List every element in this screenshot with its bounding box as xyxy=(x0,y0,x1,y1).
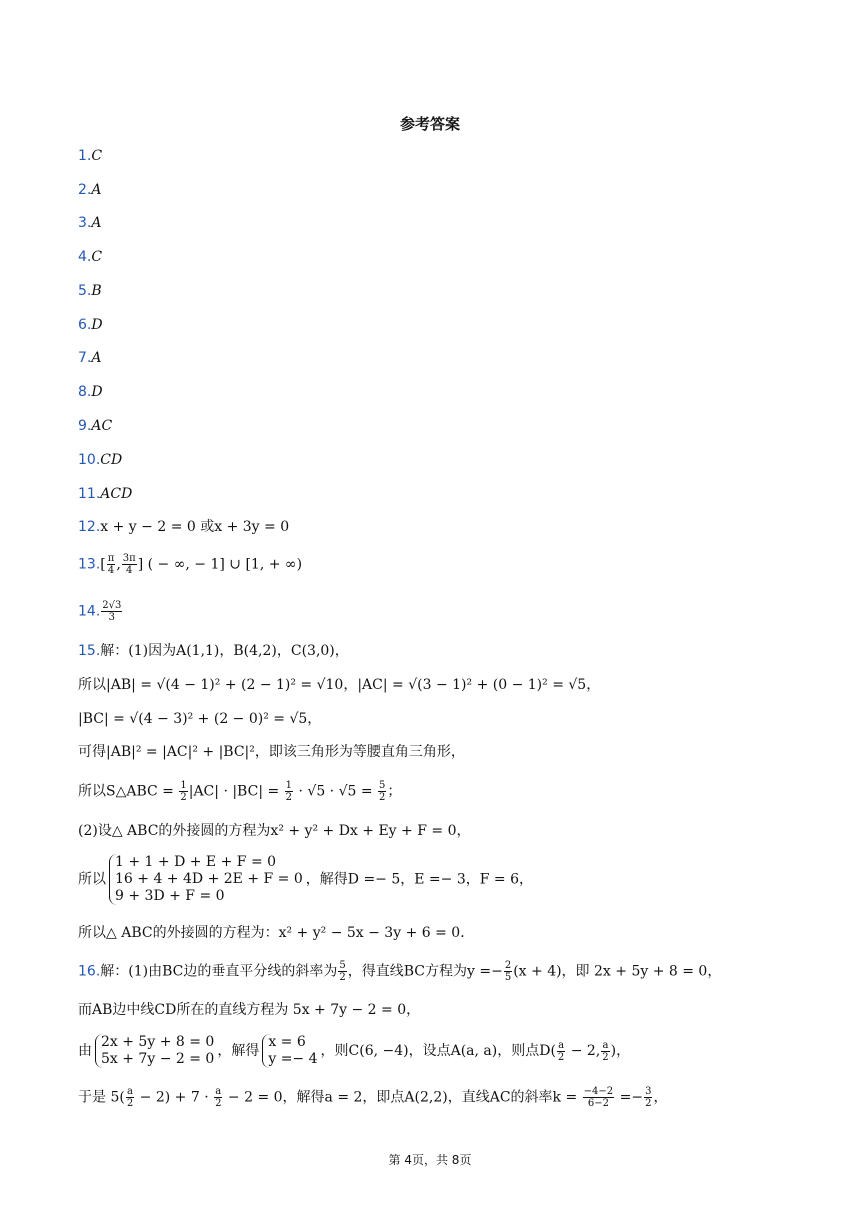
numerator: 5 xyxy=(339,960,346,971)
solution-text: ，解得 xyxy=(217,1043,260,1059)
question-number: 15. xyxy=(78,643,101,659)
question-number: 9. xyxy=(78,418,92,434)
fraction xyxy=(107,553,116,576)
solution-text: ，得直线BC方程为y =− xyxy=(347,963,503,980)
solution-text: )， xyxy=(610,1043,631,1059)
solution-text: 由 xyxy=(78,1043,92,1059)
numerator: 3 xyxy=(645,1086,652,1097)
answer-text: x + y − 2 = 0 或x + 3y = 0 xyxy=(100,519,290,535)
denominator: 2 xyxy=(180,792,187,803)
question-number: 1. xyxy=(78,148,92,164)
denominator: 3 xyxy=(108,612,115,623)
equation: 5x + 7y − 2 = 0 xyxy=(101,1051,215,1067)
q15-line-2: 所以|AB| = √(4 − 1)² + (2 − 1)² = √10，|AC| = √(3 − 1)² + (0 − 1)² = √5， xyxy=(78,677,601,693)
equation: 2x + 5y + 8 = 0 xyxy=(101,1034,215,1050)
numerator: 1 xyxy=(285,780,293,791)
fraction xyxy=(644,1086,652,1109)
q15-line-4: 可得|AB|² = |AC|² + |BC|²，即该三角形为等腰直角三角形， xyxy=(78,744,465,760)
answer-1 xyxy=(78,146,102,166)
solution-text: − 2 = 0，解得a = 2，即点A(2,2)，直线AC的斜率k = xyxy=(223,1089,582,1106)
answer-14 xyxy=(78,600,123,623)
answer-7 xyxy=(78,348,101,368)
fraction xyxy=(126,1086,134,1109)
solution-text: ， xyxy=(653,1089,668,1106)
q16-line-4 xyxy=(78,1086,667,1109)
q16-line-1 xyxy=(78,960,721,983)
denominator: 4 xyxy=(107,565,115,576)
fraction xyxy=(338,960,346,983)
denominator: 4 xyxy=(126,565,133,576)
equation: 16 + 4 + 4D + 2E + F = 0 xyxy=(115,871,303,887)
fraction xyxy=(557,1040,565,1063)
answer-value: D xyxy=(91,317,103,333)
solution-text: 解：(1)由BC边的垂直平分线的斜率为 xyxy=(100,963,338,980)
q15-line-8: 所以△ ABC的外接圆的方程为：x² + y² − 5x − 3y + 6 = 0． xyxy=(78,925,475,941)
q15-line-6: (2)设△ ABC的外接圆的方程为x² + y² + Dx + Ey + F = 0， xyxy=(78,823,471,839)
equation: x = 6 xyxy=(268,1034,306,1050)
numerator: π xyxy=(107,553,115,564)
denominator: 2 xyxy=(379,792,386,803)
q16-line-3 xyxy=(78,1034,630,1068)
answer-3 xyxy=(78,213,101,233)
answer-9 xyxy=(78,416,112,436)
equation-system xyxy=(262,1034,317,1068)
solution-text: · √5 · √5 = xyxy=(294,783,378,800)
fraction xyxy=(583,1086,614,1109)
solution-text: 于是 5( xyxy=(78,1089,125,1106)
question-number: 14. xyxy=(78,603,101,620)
answer-value: ACD xyxy=(100,486,133,502)
numerator: −4−2 xyxy=(583,1086,614,1097)
fraction xyxy=(285,780,293,803)
q16-line-2: 而AB边中线CD所在的直线方程为 5x + 7y − 2 = 0， xyxy=(78,1002,421,1018)
solution-text: ； xyxy=(387,783,402,800)
fraction xyxy=(601,1040,609,1063)
numerator: a xyxy=(558,1039,565,1051)
q15-line-7 xyxy=(78,854,533,905)
denominator: 2 xyxy=(215,1098,222,1109)
answer-text: ] ( − ∞, − 1] ∪ [1, + ∞) xyxy=(137,556,303,573)
question-number: 13. xyxy=(78,556,101,573)
answer-value: C xyxy=(91,249,103,265)
solution-text: 所以S△ABC = xyxy=(78,783,179,800)
answer-8 xyxy=(78,382,103,402)
numerator: 2 xyxy=(504,960,512,971)
solution-text: ，则C(6, −4)，设点A(a, a)，则点D( xyxy=(320,1043,556,1059)
q15-line-1 xyxy=(78,641,349,661)
page-title: 参考答案 xyxy=(399,115,460,133)
answer-11 xyxy=(78,484,132,504)
question-number: 4. xyxy=(78,249,92,265)
answer-13 xyxy=(78,553,302,576)
denominator: 2 xyxy=(645,1098,652,1109)
fraction xyxy=(122,553,137,576)
equation: 9 + 3D + F = 0 xyxy=(115,888,225,904)
denominator: 6−2 xyxy=(587,1098,609,1109)
denominator: 2 xyxy=(126,1098,134,1109)
answer-value: A xyxy=(91,350,102,366)
numerator: a xyxy=(215,1086,222,1097)
page-footer: 第 4页，共 8页 xyxy=(388,1153,472,1167)
equation-system xyxy=(109,854,303,905)
answer-10 xyxy=(78,450,122,470)
numerator: 5 xyxy=(379,780,386,791)
solution-text: (x + 4)，即 2x + 5y + 8 = 0， xyxy=(513,963,722,980)
question-number: 6. xyxy=(78,317,92,333)
denominator: 2 xyxy=(339,972,346,983)
bracket: [ xyxy=(100,556,106,573)
fraction xyxy=(214,1086,222,1109)
numerator: a xyxy=(602,1039,609,1051)
answer-5 xyxy=(78,281,102,301)
equation-system xyxy=(95,1034,214,1068)
question-number: 11. xyxy=(78,486,101,502)
denominator: 2 xyxy=(285,792,293,803)
question-number: 10. xyxy=(78,452,101,468)
fraction xyxy=(504,960,512,983)
question-number: 16. xyxy=(78,963,101,980)
equation: y =− 4 xyxy=(268,1051,318,1067)
equation: 1 + 1 + D + E + F = 0 xyxy=(115,854,277,870)
numerator: 3π xyxy=(122,553,136,564)
answer-value: D xyxy=(91,384,103,400)
answer-value: A xyxy=(91,182,102,198)
question-number: 2. xyxy=(78,182,92,198)
question-number: 12. xyxy=(78,519,101,535)
q15-line-3: |BC| = √(4 − 3)² + (2 − 0)² = √5， xyxy=(78,711,322,727)
answer-6 xyxy=(78,315,103,335)
numerator: 2√3 xyxy=(102,600,122,611)
answer-value: B xyxy=(91,283,102,299)
answer-value: C xyxy=(91,148,103,164)
fraction xyxy=(101,600,122,623)
comma: , xyxy=(116,556,121,573)
question-number: 5. xyxy=(78,283,92,299)
q15-line-5 xyxy=(78,780,401,803)
solution-text: − 2) + 7 · xyxy=(135,1089,214,1106)
question-number: 3. xyxy=(78,215,92,231)
solution-text: ，解得D =− 5，E =− 3，F = 6， xyxy=(305,871,533,888)
solution-text: 解：(1)因为A(1,1)，B(4,2)，C(3,0)， xyxy=(100,643,349,659)
denominator: 2 xyxy=(602,1051,609,1063)
answer-value: A xyxy=(91,215,102,231)
fraction xyxy=(378,780,386,803)
solution-text: − 2, xyxy=(566,1043,601,1059)
denominator: 5 xyxy=(504,972,512,983)
question-number: 7. xyxy=(78,350,92,366)
solution-text: =− xyxy=(615,1089,644,1106)
fraction xyxy=(179,780,187,803)
answer-value: CD xyxy=(100,452,123,468)
question-number: 8. xyxy=(78,384,92,400)
answer-value: AC xyxy=(91,418,113,434)
denominator: 2 xyxy=(557,1051,565,1063)
solution-text: 所以 xyxy=(78,871,106,888)
answer-4 xyxy=(78,247,102,267)
answer-12 xyxy=(78,517,289,537)
numerator: 1 xyxy=(180,780,187,791)
answer-2 xyxy=(78,180,101,200)
solution-text: |AC| · |BC| = xyxy=(188,783,284,800)
numerator: a xyxy=(127,1086,133,1097)
